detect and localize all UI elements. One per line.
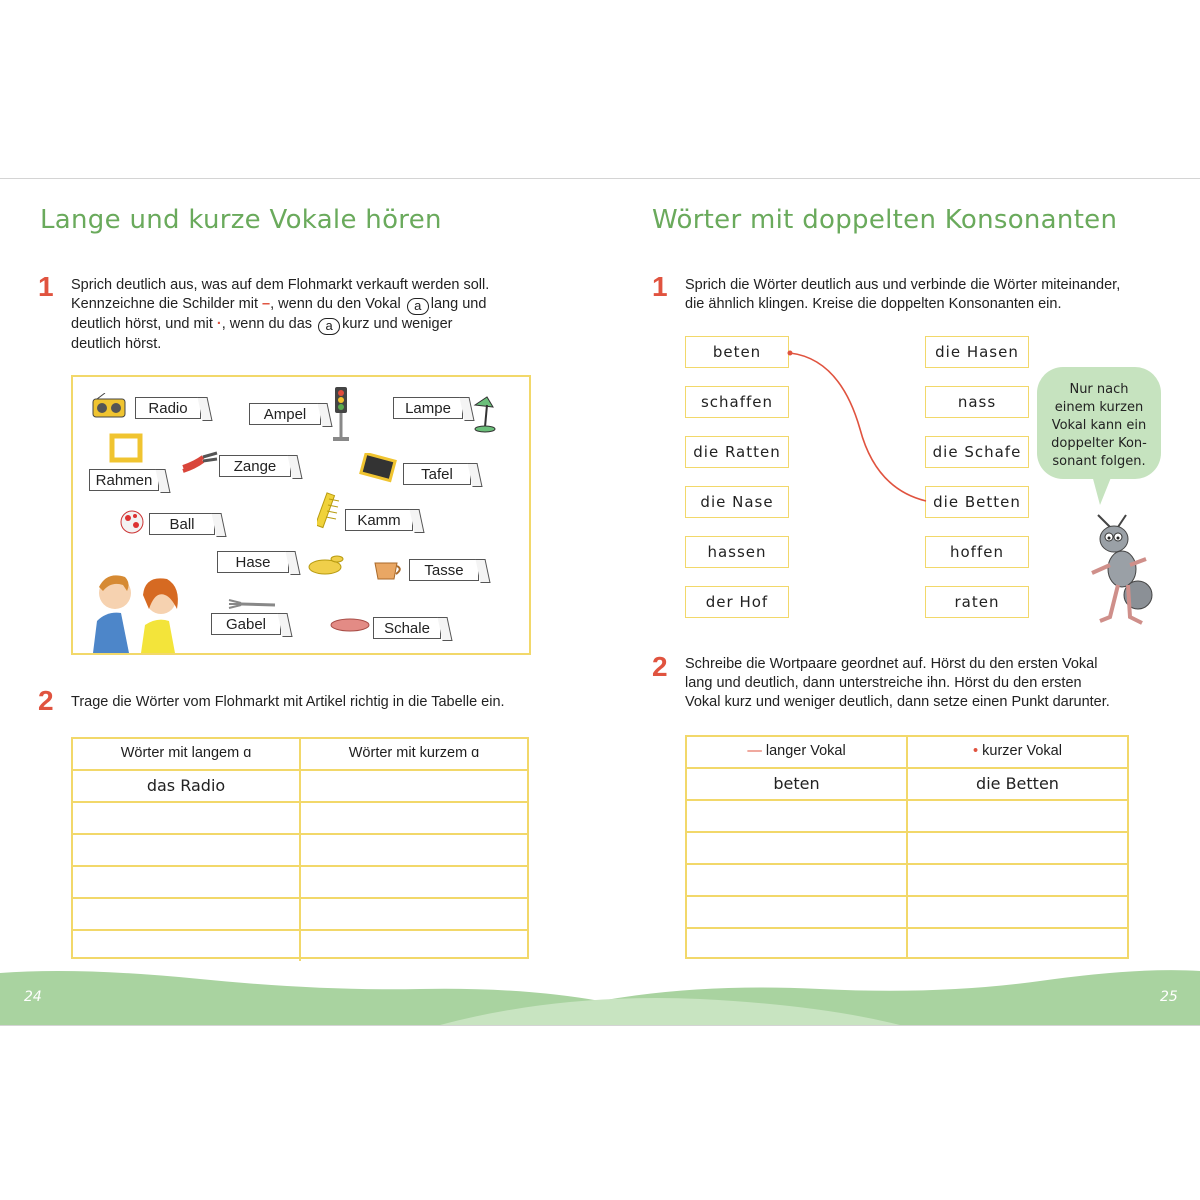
word-box-left[interactable]: hassen: [685, 536, 789, 568]
right-task2-line1: Schreibe die Wortpaare geordnet auf. Hörst du den ersten Vokal: [685, 656, 1098, 672]
long-vowel-mark: —: [747, 743, 762, 759]
left-task1-line3c: kurz und weniger: [342, 316, 453, 332]
table-row: [687, 929, 1127, 959]
speech-bubble-tail: [1092, 475, 1112, 505]
left-task1-line2: [71, 295, 531, 315]
rabbit-figure-icon: [301, 553, 347, 577]
table-row: [687, 897, 1127, 929]
word-box-left[interactable]: schaffen: [685, 386, 789, 418]
task-number-1-left: 1: [38, 271, 54, 302]
table-cell[interactable]: [73, 931, 301, 961]
table-row: [687, 769, 1127, 801]
ant-mascot-illustration: [1084, 513, 1160, 629]
circled-vowel-a-2: a: [318, 318, 340, 335]
table-row: [73, 867, 527, 899]
flea-market-illustration: [71, 375, 531, 655]
left-task1-line2c: lang und: [430, 296, 487, 312]
bowl-icon: [329, 617, 371, 633]
circled-vowel-a: a: [407, 298, 429, 315]
table-cell[interactable]: [301, 771, 527, 801]
long-vowel-mark: –: [262, 296, 271, 312]
page-number-right: 25: [1160, 989, 1178, 1005]
book-spread: [0, 178, 1200, 1026]
right-table-col1-header: [687, 737, 908, 767]
table-row: [73, 931, 527, 961]
left-table-header: [73, 739, 527, 771]
sign-radio: Radio: [135, 397, 201, 419]
left-task1-line3a: deutlich hörst, und mit: [71, 316, 213, 332]
word-box-right[interactable]: hoffen: [925, 536, 1029, 568]
sign-lampe: Lampe: [393, 397, 463, 419]
left-task1-line1: Sprich deutlich aus, was auf dem Flohmarkt verkauft werden soll.: [71, 277, 490, 293]
page-number-left: 24: [24, 989, 42, 1005]
table-row: [687, 801, 1127, 833]
table-cell[interactable]: [73, 803, 301, 833]
hint-line: Nur nach: [1069, 382, 1129, 397]
table-row: [73, 771, 527, 803]
left-table-col1-header: Wörter mit langem ɑ: [73, 739, 301, 769]
right-table-col2-label: kurzer Vokal: [982, 743, 1062, 759]
table-cell[interactable]: [687, 929, 908, 959]
right-table-col2-header: [908, 737, 1127, 767]
right-task1-line1: Sprich die Wörter deutlich aus und verbinde die Wörter miteinander,: [685, 277, 1121, 293]
hint-speech-bubble: [1037, 367, 1161, 479]
word-box-left[interactable]: die Nase: [685, 486, 789, 518]
short-vowel-mark: ·: [216, 316, 222, 332]
table-row: [73, 899, 527, 931]
word-box-right[interactable]: die Schafe: [925, 436, 1029, 468]
cup-icon: [371, 557, 405, 583]
comb-icon: [317, 491, 343, 531]
right-table-col1-label: langer Vokal: [765, 743, 846, 759]
right-task1-line2: die ähnlich klingen. Kreise die doppelten Konsonanten ein.: [685, 296, 1062, 312]
short-vowel-mark: •: [973, 743, 979, 759]
table-cell[interactable]: [908, 833, 1127, 863]
fork-icon: [227, 597, 277, 611]
table-cell[interactable]: [908, 801, 1127, 831]
left-task1-line2a: Kennzeichne die Schilder mit: [71, 296, 258, 312]
word-box-left[interactable]: die Ratten: [685, 436, 789, 468]
hint-line: doppelter Kon-: [1051, 436, 1147, 451]
word-box-left[interactable]: beten: [685, 336, 789, 368]
word-box-right[interactable]: nass: [925, 386, 1029, 418]
left-table: [71, 737, 529, 959]
table-row: [73, 835, 527, 867]
table-cell[interactable]: beten: [687, 769, 908, 799]
task-number-1-right: 1: [652, 271, 668, 302]
right-task2-line2: lang und deutlich, dann unterstreiche ihn. Hörst du den ersten: [685, 675, 1082, 691]
table-cell[interactable]: [73, 835, 301, 865]
table-cell[interactable]: [687, 801, 908, 831]
connection-line: [780, 339, 980, 539]
table-cell[interactable]: [301, 931, 527, 961]
table-row: [687, 865, 1127, 897]
table-cell[interactable]: [301, 899, 527, 929]
table-cell[interactable]: [301, 835, 527, 865]
sign-schale: Schale: [373, 617, 441, 639]
hint-line: einem kurzen: [1054, 400, 1144, 415]
task-number-2-left: 2: [38, 685, 54, 716]
frame-icon: [109, 433, 143, 463]
table-cell[interactable]: [687, 865, 908, 895]
left-page-title: Lange und kurze Vokale hören: [40, 205, 442, 235]
word-box-right[interactable]: raten: [925, 586, 1029, 618]
sign-ball: Ball: [149, 513, 215, 535]
sign-ampel: Ampel: [249, 403, 321, 425]
right-table: [685, 735, 1129, 959]
right-task2-line3: Vokal kurz und weniger deutlich, dann setze einen Punkt darunter.: [685, 694, 1110, 710]
sign-zange: Zange: [219, 455, 291, 477]
word-box-right[interactable]: die Hasen: [925, 336, 1029, 368]
slate-tablet-icon: [359, 453, 399, 483]
hint-line: Vokal kann ein: [1051, 418, 1147, 433]
left-task1-line2b: , wenn du den Vokal: [270, 296, 401, 312]
table-cell[interactable]: die Betten: [976, 774, 1059, 793]
table-cell[interactable]: [301, 803, 527, 833]
children-illustration: [87, 551, 197, 653]
right-table-header: [687, 737, 1127, 769]
ball-icon: [119, 509, 145, 535]
word-box-right[interactable]: die Betten: [925, 486, 1029, 518]
table-row: [73, 803, 527, 835]
sign-kamm: Kamm: [345, 509, 413, 531]
footer-wave: [0, 969, 1200, 1025]
sign-rahmen: Rahmen: [89, 469, 159, 491]
left-table-col2-header: Wörter mit kurzem ɑ: [348, 745, 480, 761]
table-row: [687, 833, 1127, 865]
word-box-left[interactable]: der Hof: [685, 586, 789, 618]
hint-line: sonant folgen.: [1052, 454, 1146, 469]
sign-hase: Hase: [217, 551, 289, 573]
left-task1-line4: deutlich hörst.: [71, 336, 162, 352]
traffic-light-icon: [329, 385, 353, 443]
table-cell[interactable]: [908, 897, 1127, 927]
pliers-icon: [181, 449, 219, 473]
table-cell[interactable]: [687, 833, 908, 863]
table-cell[interactable]: [73, 867, 301, 897]
left-task1-line3b: , wenn du das: [221, 316, 313, 332]
sign-gabel: Gabel: [211, 613, 281, 635]
table-cell[interactable]: [908, 865, 1127, 895]
lamp-icon: [471, 395, 501, 435]
right-task2-text: [685, 655, 1155, 712]
table-cell[interactable]: [687, 897, 908, 927]
left-task2-text: Trage die Wörter vom Flohmarkt mit Artikel richtig in die Tabelle ein.: [71, 694, 505, 710]
sign-tasse: Tasse: [409, 559, 479, 581]
left-task1-text: [71, 276, 531, 354]
right-task1-text: [685, 276, 1165, 314]
table-cell[interactable]: das Radio: [73, 771, 301, 801]
left-task1-line3: [71, 315, 531, 335]
table-cell[interactable]: [301, 867, 527, 897]
sign-tafel: Tafel: [403, 463, 471, 485]
right-page-title: Wörter mit doppelten Konsonanten: [652, 205, 1118, 235]
radio-icon: [91, 393, 127, 419]
table-cell[interactable]: [908, 929, 1127, 959]
task-number-2-right: 2: [652, 651, 668, 682]
table-cell[interactable]: [73, 899, 301, 929]
